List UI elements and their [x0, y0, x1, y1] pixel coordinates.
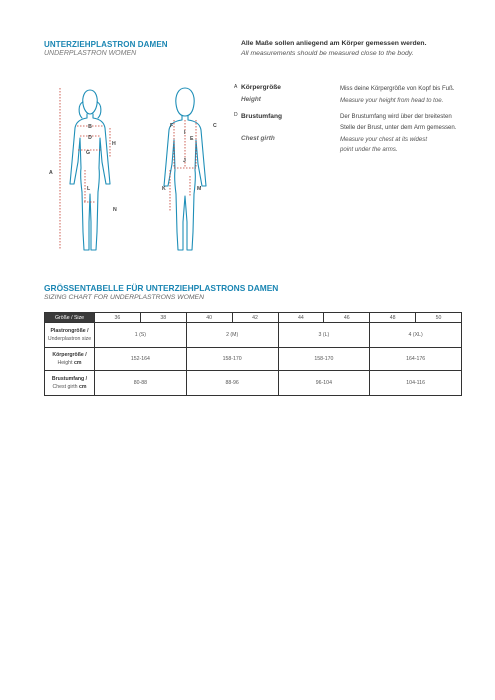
table-row [45, 371, 462, 396]
table-cell: 80-88 [95, 371, 187, 396]
row-label-unit: cm [79, 384, 87, 390]
table-cell: 2 (M) [186, 323, 278, 348]
front-figure [70, 90, 110, 250]
size-col-38: 38 [140, 313, 186, 323]
table-cell: 3 (L) [278, 323, 370, 348]
size-header-label: Größe / Size [45, 313, 95, 323]
figure-letter-n: N [113, 207, 117, 213]
figure-letter-l: L [87, 186, 91, 192]
figure-letter-h: H [112, 141, 116, 147]
row-label-chest-girth [45, 371, 95, 396]
measurement-label-height: Körpergröße [241, 84, 281, 91]
measurement-desc-height: Miss deine Körpergröße von Kopf bis Fuß. [340, 85, 455, 92]
figure-letter-b: B [88, 124, 92, 130]
row-label-sub: Chest girth [52, 384, 78, 390]
row-label-plastron-size [45, 323, 95, 348]
table-cell: 96-104 [278, 371, 370, 396]
table-cell: 104-116 [370, 371, 462, 396]
back-figure [164, 88, 206, 250]
measure-note-de: Alle Maße sollen anliegend am Körper gemessen werden. [241, 40, 427, 47]
row-label-sub: Underplastron size [47, 336, 92, 342]
size-col-36: 36 [95, 313, 141, 323]
table-cell: 88-96 [186, 371, 278, 396]
table-cell: 158-170 [186, 348, 278, 371]
row-label-bold: Plastrongröße / [50, 328, 89, 334]
row-label-bold: Brustumfang / [51, 376, 88, 382]
row-label-sub: Height [57, 360, 73, 366]
table-cell: 1 (S) [95, 323, 187, 348]
measurement-letter-d: D [234, 112, 238, 118]
figure-letter-c: C [213, 123, 217, 129]
page-subtitle: UNDERPLASTRON WOMEN [44, 50, 137, 57]
figure-letter-d: D [88, 135, 92, 141]
size-col-50: 50 [416, 313, 462, 323]
figure-letter-e: E [190, 136, 194, 142]
sizing-chart-subtitle: SIZING CHART FOR UNDERPLASTRONS WOMEN [44, 294, 204, 301]
measurement-desc-height-en: Measure your height from head to toe. [340, 97, 444, 104]
table-cell: 164-176 [370, 348, 462, 371]
measurement-label-chest: Brustumfang [241, 113, 283, 120]
row-label-height [45, 348, 95, 371]
size-col-42: 42 [232, 313, 278, 323]
figure-letter-a: A [49, 170, 53, 176]
figure-letter-f: F [170, 123, 174, 129]
measurement-desc-chest-line2: Stelle der Brust, unter dem Arm gemessen. [340, 124, 457, 131]
measurement-desc-chest-en-line1: Measure your chest at its widest [340, 136, 428, 143]
figure-letter-i: I [184, 130, 186, 136]
sizing-table [44, 312, 462, 396]
table-cell: 158-170 [278, 348, 370, 371]
row-label-bold: Körpergröße / [52, 352, 87, 358]
sizing-chart-title: GRÖSSENTABELLE FÜR UNTERZIEHPLASTRONS DAMEN [44, 283, 279, 293]
size-col-46: 46 [324, 313, 370, 323]
table-row [45, 348, 462, 371]
size-col-40: 40 [186, 313, 232, 323]
size-col-44: 44 [278, 313, 324, 323]
figure-letter-k: K [162, 186, 166, 192]
size-col-48: 48 [370, 313, 416, 323]
measurement-letter-a: A [234, 84, 238, 90]
body-measurement-illustration [40, 72, 230, 262]
measurement-label-chest-en: Chest girth [241, 135, 275, 142]
measurement-desc-chest-line1: Der Brustumfang wird über der breitesten [340, 113, 452, 120]
page-title: UNTERZIEHPLASTRON DAMEN [44, 40, 168, 49]
table-cell: 4 (XL) [370, 323, 462, 348]
measure-note-en: All measurements should be measured close to the body. [241, 50, 414, 57]
measurement-label-height-en: Height [241, 96, 261, 103]
measurement-desc-chest-en-line2: point under the arms. [340, 146, 398, 153]
table-row [45, 323, 462, 348]
table-cell: 152-164 [95, 348, 187, 371]
figure-letter-g: G [85, 150, 91, 156]
figure-letter-m: M [197, 186, 202, 192]
row-label-unit: cm [73, 360, 82, 366]
table-header-row [45, 313, 462, 323]
figure-letter-j: J [183, 158, 186, 164]
